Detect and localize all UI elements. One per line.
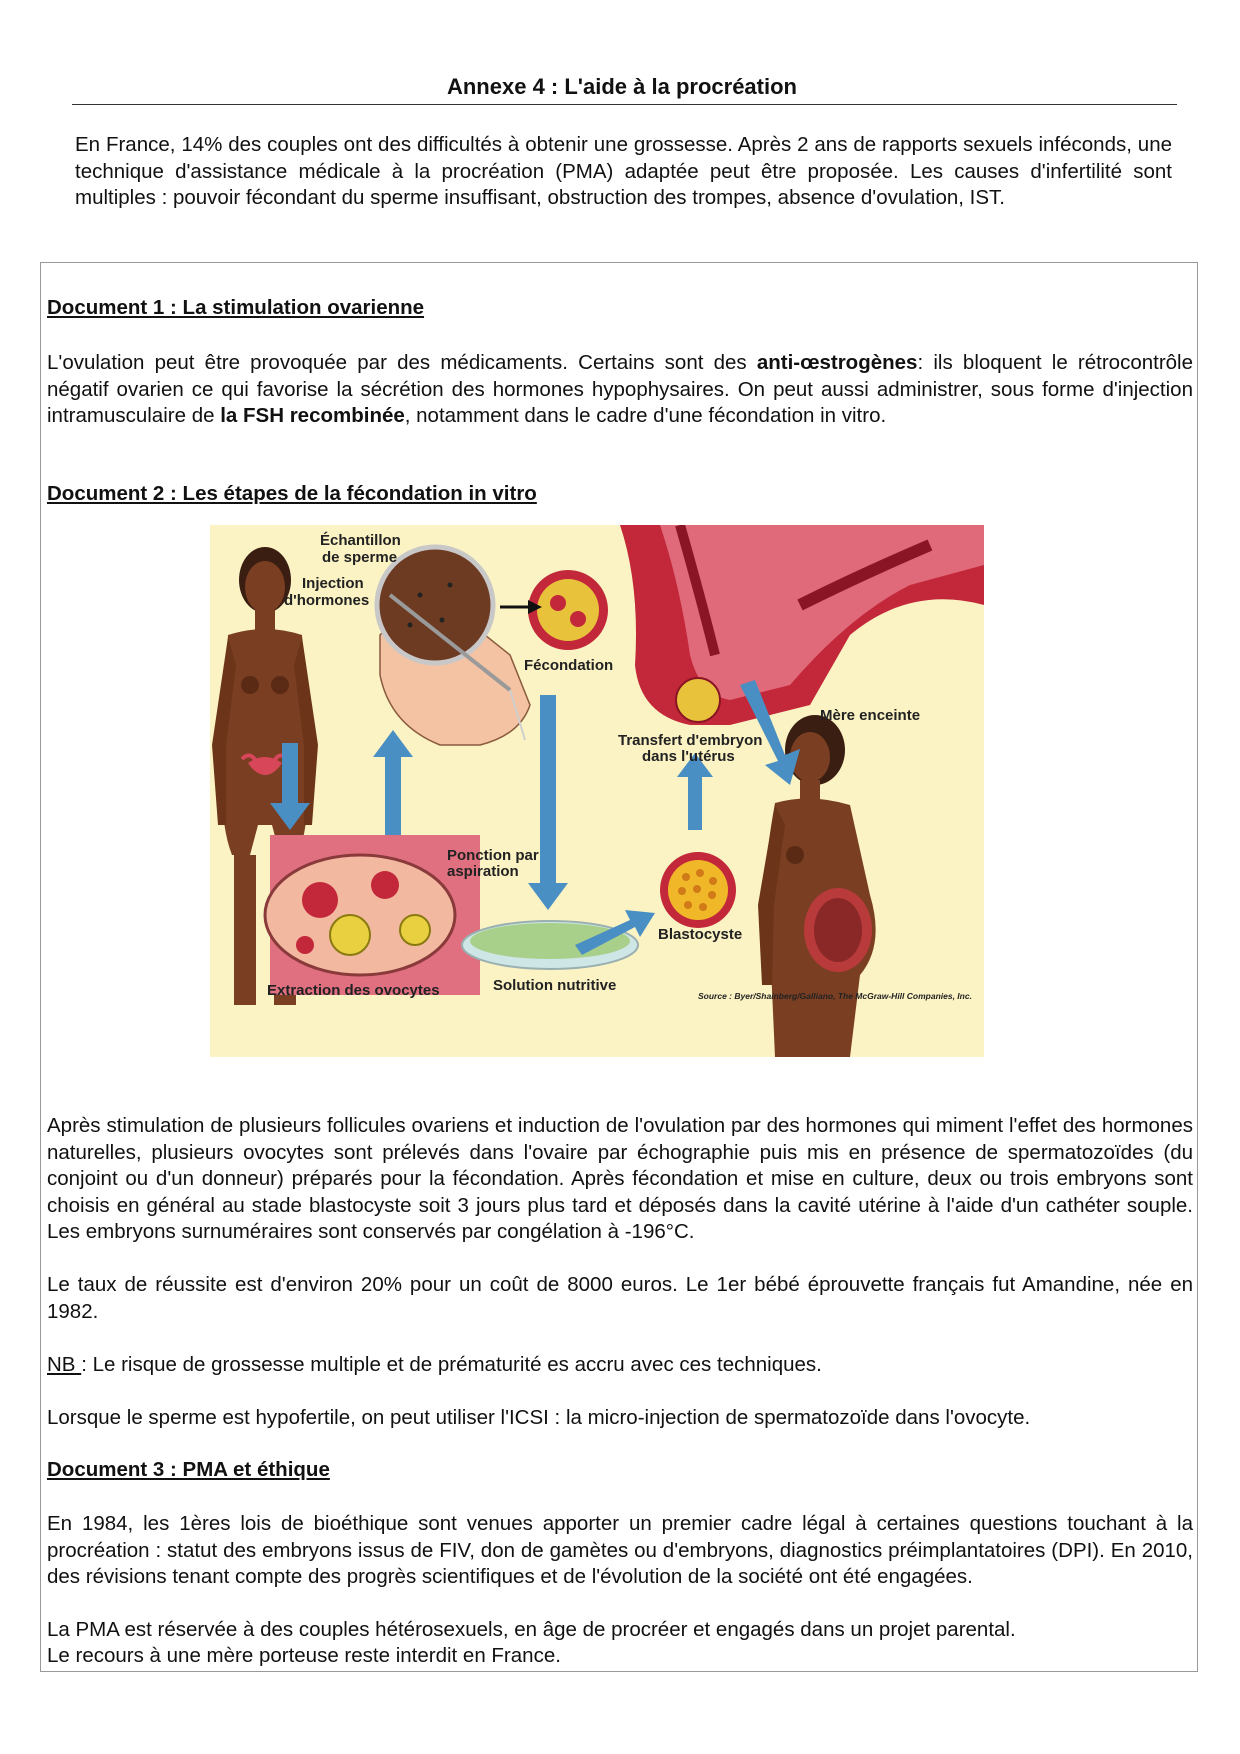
doc2-paragraph-2: Le taux de réussite est d'environ 20% pour un coût de 8000 euros. Le 1er bébé éprouvette français fut Amandine, née en 1982. <box>47 1273 1193 1323</box>
label-extraction-ovocytes: Extraction des ovocytes <box>267 982 440 999</box>
label-de-sperme: de sperme <box>322 549 398 566</box>
doc3-paragraph-2: La PMA est réservée à des couples hétérosexuels, en âge de procréer et engagés dans un projet parental. <box>47 1618 1016 1641</box>
nb-text: : Le risque de grossesse multiple et de prématurité es accru avec ces techniques. <box>81 1353 822 1376</box>
title-divider <box>72 104 1177 105</box>
blastocyst-illustration <box>660 852 736 928</box>
doc1-bold-anti-oestrogenes: anti-œstrogènes <box>756 351 918 374</box>
label-mere-enceinte: Mère enceinte <box>820 707 921 724</box>
doc2-paragraph-3: Lorsque le sperme est hypofertile, on peut utiliser l'ICSI : la micro-injection de spermatozoïde dans l'ovocyte. <box>47 1406 1031 1429</box>
doc3-paragraph-3: Le recours à une mère porteuse reste interdit en France. <box>47 1644 561 1667</box>
doc1-text-3: , notamment dans le cadre d'une fécondation in vitro. <box>404 404 887 427</box>
label-solution-nutritive: Solution nutritive <box>493 977 617 994</box>
doc1-paragraph <box>47 350 1193 430</box>
figure-source: Source : Byer/Shainberg/Galliano, The McGraw-Hill Companies, Inc. <box>698 991 972 1001</box>
page-title: Annexe 4 : L'aide à la procréation <box>446 74 797 99</box>
nb-label: NB <box>47 1353 82 1376</box>
label-transfert: Transfert d'embryon <box>618 732 763 749</box>
petri-dish-illustration <box>462 921 638 969</box>
doc1-text-1: L'ovulation peut être provoquée par des médicaments. Certains sont des <box>47 351 757 374</box>
label-fecondation: Fécondation <box>524 657 614 674</box>
doc2-nb-paragraph <box>47 1352 1193 1379</box>
doc1-text-2: : ils bloquent le rétrocontrôle négatif ovarien ce qui favorise la sécrétion des hormones hypophysaires. On peut aussi administrer, sous forme d'injection intramusculaire de <box>47 351 1193 427</box>
doc1-heading: Document 1 : La stimulation ovarienne <box>47 296 425 319</box>
label-aspiration: aspiration <box>447 863 519 880</box>
doc3-heading: Document 3 : PMA et éthique <box>47 1458 330 1481</box>
fertilised-egg-illustration <box>528 570 608 650</box>
doc1-bold-fsh: la FSH recombinée <box>220 404 405 427</box>
doc3-paragraph-1: En 1984, les 1ères lois de bioéthique sont venues apporter un premier cadre légal à certaines questions touchant à la procréation : statut des embryons issus de FIV, don de gamètes ou d'embryons, diagnostics préimplantatoires (DPI). En 2010, des révisions tenant compte des progrès scientifiques et de l'évolution de la société ont été engagées. <box>47 1512 1193 1588</box>
label-ponction: Ponction par <box>447 847 539 864</box>
intro-paragraph: En France, 14% des couples ont des difficultés à obtenir une grossesse. Après 2 ans de rapports sexuels inféconds, une technique d'assistance médicale à la procréation (PMA) adaptée peut être proposée. Les causes d'infertilité sont multiples : pouvoir fécondant du sperme insuffisant, obstruction des trompes, absence d'ovulation, IST. <box>75 133 1172 209</box>
ivf-steps-figure <box>210 525 984 1057</box>
label-blastocyste: Blastocyste <box>658 926 743 943</box>
label-hormones: d'hormones <box>284 592 370 609</box>
doc2-paragraph-1: Après stimulation de plusieurs follicules ovariens et induction de l'ovulation par des hormones qui miment l'effet des hormones naturelles, plusieurs ovocytes sont prélevés dans l'ovaire par échographie puis mis en présence de spermatozoïdes (du conjoint ou d'un donneur) préparés pour la fécondation. Après fécondation et mise en culture, deux ou trois embryons sont choisis en général au stade blastocyste soit 3 jours plus tard et déposés dans la cavité utérine à l'aide d'un cathéter souple. Les embryons surnuméraires sont conservés par congélation à -196°C. <box>47 1114 1193 1243</box>
label-dans-uterus: dans l'utérus <box>642 748 735 765</box>
label-echantillon: Échantillon <box>320 532 401 549</box>
label-injection: Injection <box>302 575 364 592</box>
doc2-heading: Document 2 : Les étapes de la fécondation in vitro <box>47 482 537 505</box>
